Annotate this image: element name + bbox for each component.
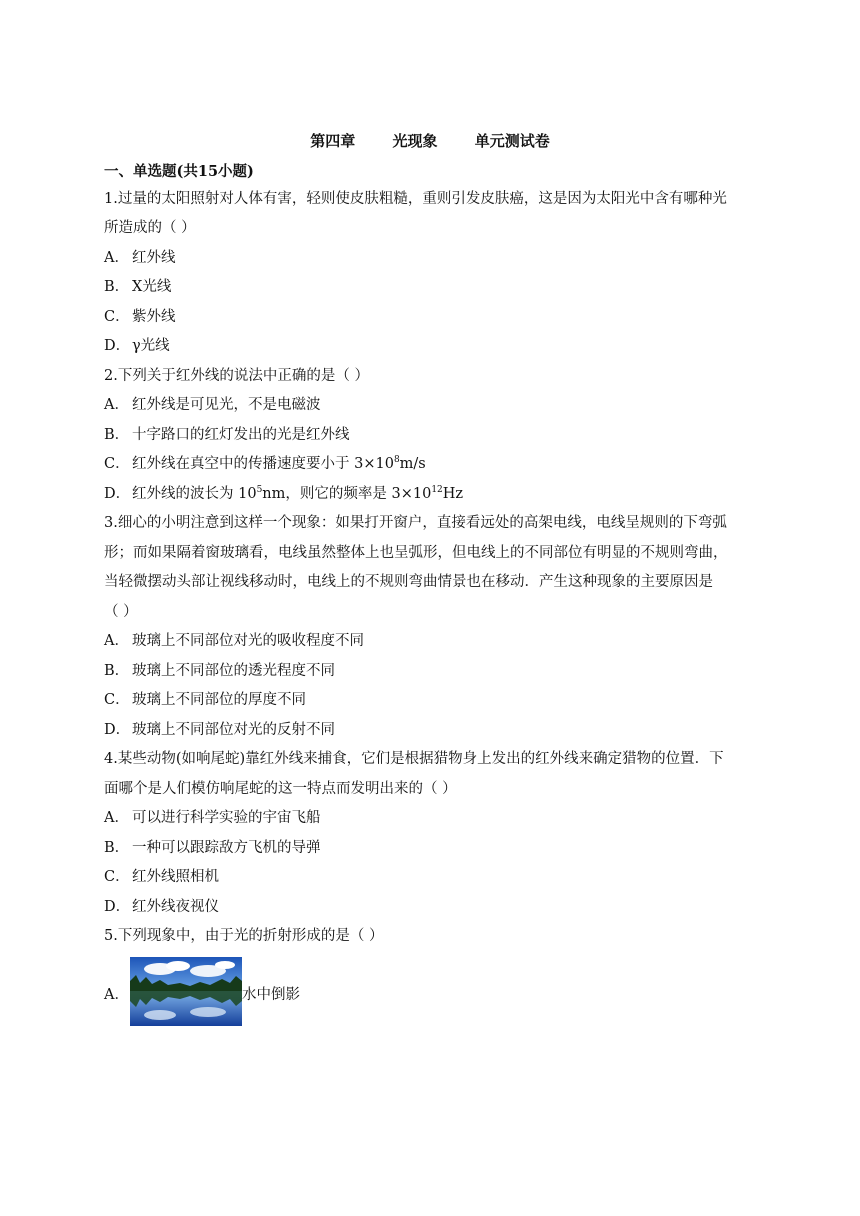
q1-stem-line2: 所造成的（ ） [104,220,196,236]
q1-option-b [104,277,760,297]
q3-option-b [104,661,760,681]
q3-option-a [104,631,760,651]
option-text: 一种可以跟踪敌方飞机的导弹 [132,840,321,856]
option-text: X光线 [132,279,172,295]
title-chapter: 第四章 [310,132,356,150]
page-title [0,130,860,151]
q3-stem-line1: 3.细心的小明注意到这样一个现象：如果打开窗户，直接看远处的高架电线，电线呈规则的下弯弧 [104,515,727,531]
option-letter: D． [104,899,131,915]
option-letter: C． [104,456,130,472]
q4-option-a [104,808,760,828]
option-letter: B． [104,663,130,679]
q3-option-c [104,690,760,710]
option-text-pre: 红外线的波长为 10 [132,486,257,502]
q4-option-d [104,897,760,917]
option-letter: D． [104,486,131,502]
option-text-post: Hz [442,486,464,502]
exponent: 12 [431,485,443,496]
option-letter: D． [104,338,131,354]
q2-option-c [104,454,760,474]
option-text: 玻璃上不同部位对光的反射不同 [132,722,335,738]
option-text: 玻璃上不同部位的厚度不同 [132,692,306,708]
q3-stem-line4: （ ） [104,604,138,620]
q3-option-d [104,720,760,740]
option-letter: C． [104,309,130,325]
option-letter: C． [104,692,130,708]
q4-stem-line1: 4.某些动物(如响尾蛇)靠红外线来捕食，它们是根据猎物身上发出的红外线来确定猎物的位置．下 [104,751,724,767]
option-letter: A． [104,810,129,826]
option-text-post: m/s [399,456,426,472]
q3-stem-line3: 当轻微摆动头部让视线移动时，电线上的不规则弯曲情景也在移动．产生这种现象的主要原因是 [104,574,713,590]
option-text: 紫外线 [132,309,176,325]
q2-stem: 2.下列关于红外线的说法中正确的是（ ） [104,368,369,384]
option-text: γ光线 [132,338,170,354]
option-letter: A． [104,633,129,649]
option-text: 玻璃上不同部位的透光程度不同 [132,663,335,679]
option-text-mid: nm，则它的频率是 3×10 [262,486,432,502]
q2-option-d [104,484,760,504]
q5-option-a-letter: A． [104,987,129,1003]
option-letter: A． [104,397,129,413]
exponent: 5 [256,485,263,496]
q4-stem-line2: 面哪个是人们模仿响尾蛇的这一特点而发明出来的（ ） [104,781,457,797]
option-text: 可以进行科学实验的宇宙飞船 [132,810,321,826]
option-letter: B． [104,279,130,295]
option-letter: C． [104,869,130,885]
exponent: 8 [393,455,400,466]
option-letter: B． [104,840,130,856]
option-letter: B． [104,427,130,443]
q4-option-b [104,838,760,858]
q5-stem: 5.下列现象中，由于光的折射形成的是（ ） [104,928,384,944]
option-text: 玻璃上不同部位对光的吸收程度不同 [132,633,364,649]
title-test: 单元测试卷 [474,132,550,150]
option-text: 红外线是可见光，不是电磁波 [132,397,321,413]
q1-stem-line1: 1.过量的太阳照射对人体有害，轻则使皮肤粗糙，重则引发皮肤癌，这是因为太阳光中含有哪种光 [104,191,727,207]
title-topic: 光现象 [392,132,438,150]
reflection-photo [130,957,242,1026]
option-letter: D． [104,722,131,738]
q1-option-d [104,336,760,356]
q3-stem-line2: 形；而如果隔着窗玻璃看，电线虽然整体上也呈弧形，但电线上的不同部位有明显的不规则弯曲， [104,545,728,561]
option-text: 十字路口的红灯发出的光是红外线 [132,427,350,443]
q5-option-a-caption: 水中倒影 [242,987,300,1003]
q4-option-c [104,867,760,887]
option-text: 红外线照相机 [132,869,219,885]
q1-option-a [104,248,760,268]
q2-option-b [104,425,760,445]
option-text: 红外线夜视仪 [132,899,219,915]
section-heading: 一、单选题(共15小题) [104,163,254,180]
option-text: 红外线 [132,250,176,266]
option-letter: A． [104,250,129,266]
lake-reflection-image [130,957,242,1026]
q1-option-c [104,307,760,327]
option-text-pre: 红外线在真空中的传播速度要小于 3×10 [132,456,394,472]
q2-option-a [104,395,760,415]
